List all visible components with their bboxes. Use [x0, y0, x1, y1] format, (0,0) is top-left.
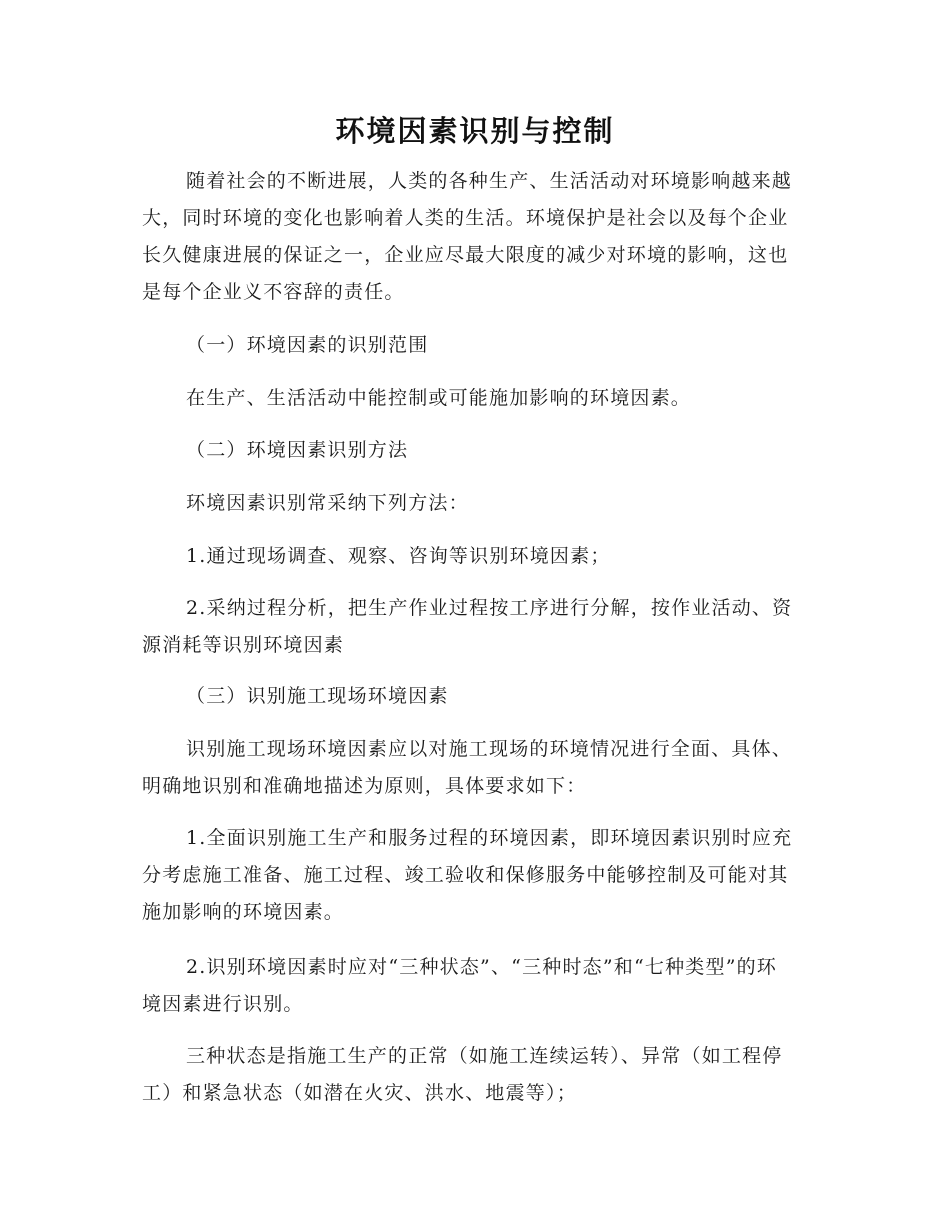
method-item-2: 2.采纳过程分析，把生产作业过程按工序进行分解，按作业活动、资源消耗等识别环境因素 — [142, 597, 793, 656]
section-heading-site: （三）识别施工现场环境因素 — [186, 685, 449, 707]
method-intro-paragraph: 环境因素识别常采纳下列方法： — [186, 492, 469, 514]
section-heading-method: （二）环境因素识别方法 — [186, 439, 409, 461]
three-states-paragraph: 三种状态是指施工生产的正常（如施工连续运转）、异常（如工程停工）和紧急状态（如潜在火灾、洪水、地震等）； — [142, 1045, 783, 1104]
site-intro-paragraph: 识别施工现场环境因素应以对施工现场的环境情况进行全面、具体、明确地识别和准确地描述为原则，具体要求如下： — [142, 738, 793, 797]
intro-paragraph: 随着社会的不断进展，人类的各种生产、生活活动对环境影响越来越大，同时环境的变化也影响着人类的生活。环境保护是社会以及每个企业长久健康进展的保证之一，企业应尽最大限度的减少对环境的影响，这也是每个企业义不容辞的责任。 — [142, 170, 793, 303]
site-item-1: 1.全面识别施工生产和服务过程的环境因素，即环境因素识别时应充分考虑施工准备、施工过程、竣工验收和保修服务中能够控制及可能对其施加影响的环境因素。 — [142, 827, 793, 923]
section-heading-scope: （一）环境因素的识别范围 — [186, 334, 429, 356]
site-item-2: 2.识别环境因素时应对“三种状态”、“三种时态”和“七种类型”的环境因素进行识别。 — [142, 956, 778, 1015]
scope-paragraph: 在生产、生活活动中能控制或可能施加影响的环境因素。 — [186, 387, 692, 409]
method-item-1: 1.通过现场调查、观察、咨询等识别环境因素； — [186, 545, 611, 567]
document-title: 环境因素识别与控制 — [335, 114, 615, 148]
